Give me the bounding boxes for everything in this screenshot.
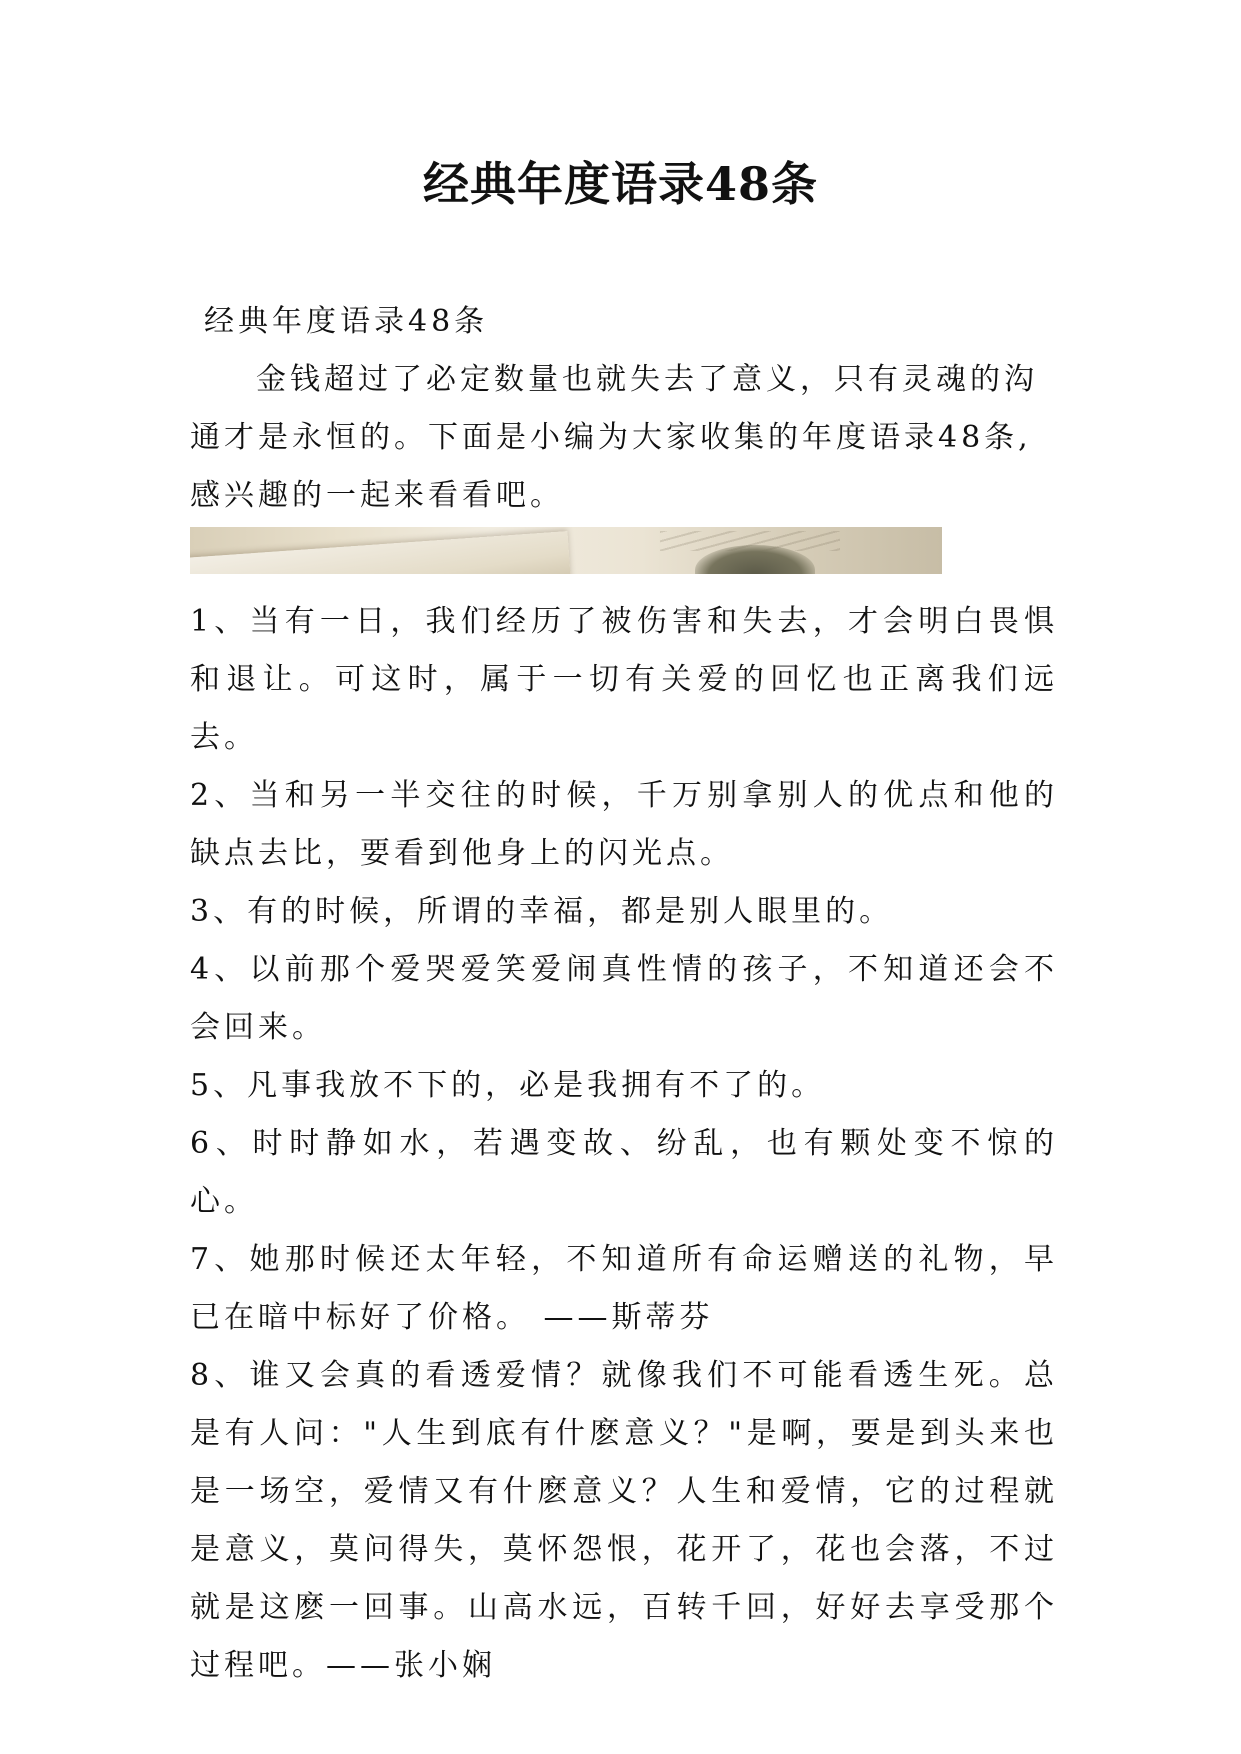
quote-list	[190, 593, 1058, 1695]
document-subtitle: 经典年度语录48条	[204, 304, 489, 339]
banner-book-page	[190, 531, 572, 574]
quote-item: 8、谁又会真的看透爱情？就像我们不可能看透生死。总是有人问："人生到底有什麽意义？"是啊，要是到头来也是一场空，爱情又有什麽意义？人生和爱情，它的过程就是意义，莫问得失，莫怀怨恨，花开了，花也会落，不过就是这麽一回事。山高水远，百转千回，好好去享受那个过程吧。——张小娴	[190, 1358, 1058, 1683]
quote-item: 7、她那时候还太年轻，不知道所有命运赠送的礼物，早已在暗中标好了价格。 ——斯蒂芬	[190, 1242, 1058, 1335]
quote-item: 6、时时静如水，若遇变故、纷乱，也有颗处变不惊的心。	[190, 1126, 1058, 1219]
quote-item: 5、凡事我放不下的，必是我拥有不了的。	[190, 1068, 826, 1103]
quote-item: 1、当有一日，我们经历了被伤害和失去，才会明白畏惧和退让。可这时，属于一切有关爱的回忆也正离我们远去。	[190, 604, 1058, 755]
quote-item: 4、以前那个爱哭爱笑爱闹真性情的孩子，不知道还会不会回来。	[190, 952, 1058, 1045]
quote-item: 2、当和另一半交往的时候，千万别拿别人的优点和他的缺点去比，要看到他身上的闪光点。	[190, 778, 1058, 871]
quote-item: 3、有的时候，所谓的幸福，都是别人眼里的。	[190, 894, 894, 929]
banner-image	[190, 527, 942, 574]
document-title: 经典年度语录48条	[422, 157, 818, 211]
document-body	[190, 293, 1058, 1695]
intro-paragraph: 金钱超过了必定数量也就失去了意义，只有灵魂的沟通才是永恒的。下面是小编为大家收集的年度语录48条,感兴趣的一起来看看吧。	[190, 362, 1038, 513]
